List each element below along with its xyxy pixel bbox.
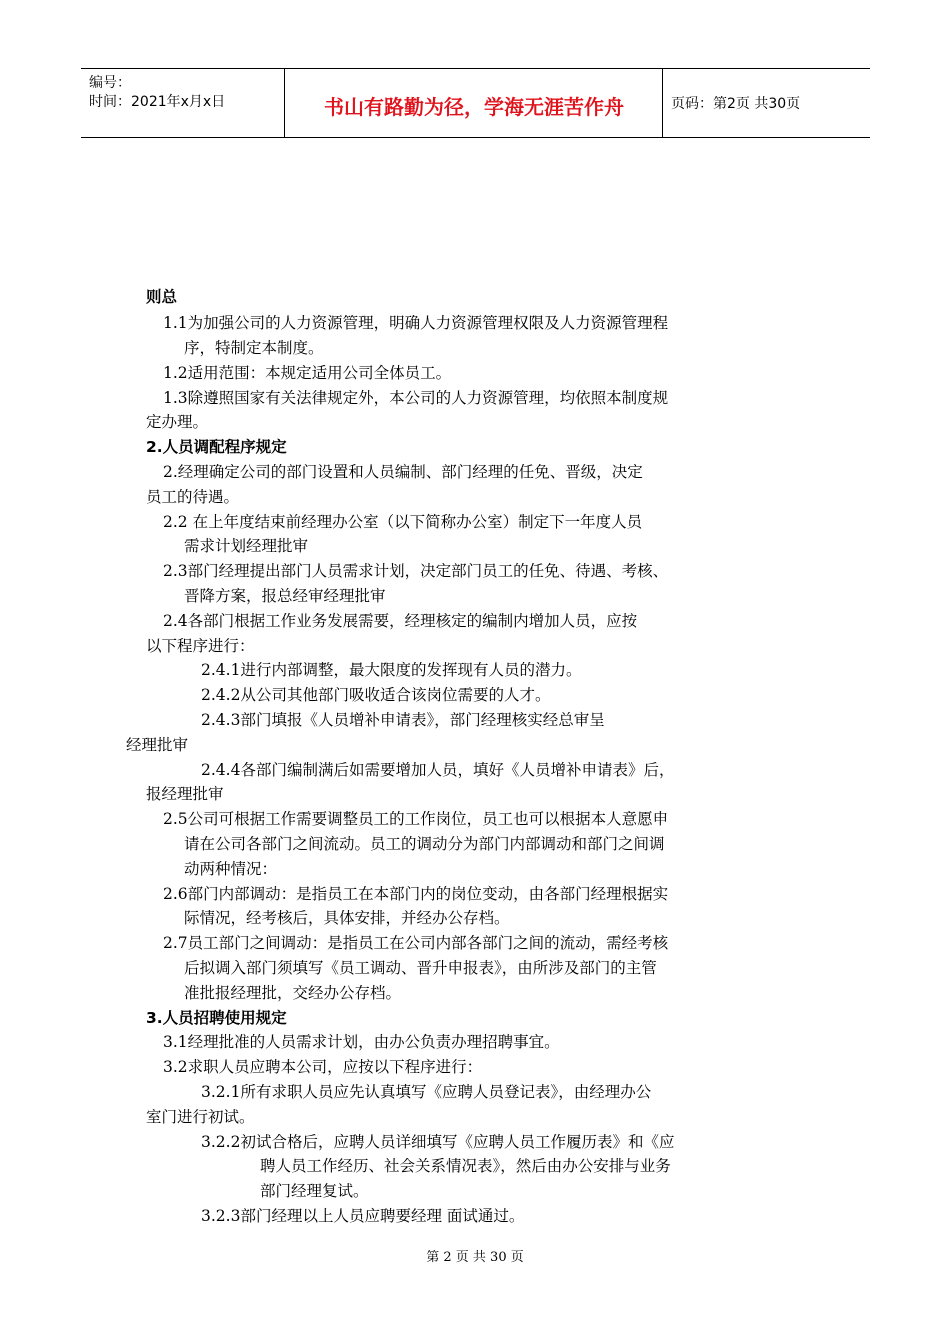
page-header: [81, 68, 870, 138]
header-motto: 书山有路勤为径，学海无涯苦作舟: [324, 95, 624, 119]
body-line: 2.5公司可根据工作需要调整员工的工作岗位，员工也可以根据本人意愿申: [163, 810, 669, 828]
document-date: 时间：2021年x月x日: [89, 94, 226, 110]
body-line: 需求计划经理批审: [184, 537, 309, 555]
body-line: 3.2求职人员应聘本公司，应按以下程序进行：: [163, 1058, 483, 1076]
body-line: 3.1经理批准的人员需求计划，由办公负责办理招聘事宜。: [163, 1033, 560, 1051]
header-divider-right: [662, 69, 663, 137]
body-line: 2.3部门经理提出部门人员需求计划，决定部门员工的任免、待遇、考核、: [163, 562, 669, 580]
body-line: 2.7员工部门之间调动：是指员工在公司内部各部门之间的流动，需经考核: [163, 934, 669, 952]
body-line: 1.2适用范围：本规定适用公司全体员工。: [163, 364, 452, 382]
document-number-label: 编号：: [89, 75, 131, 91]
body-line: 后拟调入部门须填写《员工调动、晋升申报表》，由所涉及部门的主管: [184, 959, 657, 977]
body-line: 报经理批审: [146, 785, 224, 803]
body-line: 3.2.1所有求职人员应先认真填写《应聘人员登记表》，由经理办公: [201, 1083, 652, 1101]
body-line: 3.2.3部门经理以上人员应聘要经理 面试通过。: [201, 1207, 525, 1225]
body-line: 2.4.1进行内部调整，最大限度的发挥现有人员的潜力。: [201, 661, 582, 679]
body-line: 3.2.2初试合格后，应聘人员详细填写《应聘人员工作履历表》和《应: [201, 1133, 675, 1151]
body-line: 定办理。: [146, 413, 209, 431]
header-meta: [89, 74, 225, 112]
header-page-info: 页码：第2页 共30页: [671, 96, 801, 112]
body-line: 际情况，经考核后，具体安排，并经办公存档。: [184, 909, 510, 927]
body-line: 请在公司各部门之间流动。员工的调动分为部门内部调动和部门之间调: [184, 835, 665, 853]
body-line: 1.1为加强公司的人力资源管理，明确人力资源管理权限及人力资源管理程: [163, 314, 669, 332]
page-footer: 第 2 页 共 30 页: [426, 1250, 524, 1265]
body-line: 2.6部门内部调动：是指员工在本部门内的岗位变动，由各部门经理根据实: [163, 885, 669, 903]
body-line: 2.2 在上年度结束前经理办公室（以下简称办公室）制定下一年度人员: [163, 513, 643, 531]
body-line: 动两种情况：: [184, 860, 278, 878]
section-heading: 则总: [146, 288, 178, 306]
body-line: 序，特制定本制度。: [184, 339, 324, 357]
body-line: 聘人员工作经历、社会关系情况表》，然后由办公安排与业务: [260, 1157, 671, 1175]
body-line: 2.4.4各部门编制满后如需要增加人员，填好《人员增补申请表》后，: [201, 761, 675, 779]
body-line: 2.4.3部门填报《人员增补申请表》，部门经理核实经总审呈: [201, 711, 605, 729]
body-line: 晋降方案，报总经审经理批审: [184, 587, 386, 605]
body-line: 准批报经理批，交经办公存档。: [184, 984, 402, 1002]
body-line: 室门进行初试。: [146, 1108, 255, 1126]
body-line: 2.经理确定公司的部门设置和人员编制、部门经理的任免、晋级，决定: [163, 463, 643, 481]
body-line: 以下程序进行：: [146, 637, 255, 655]
section-heading: 3.人员招聘使用规定: [146, 1009, 287, 1027]
body-line: 1.3除遵照国家有关法律规定外，本公司的人力资源管理，均依照本制度规: [163, 389, 669, 407]
body-line: 员工的待遇。: [146, 488, 240, 506]
body-line: 部门经理复试。: [260, 1182, 369, 1200]
body-line: 经理批审: [126, 736, 189, 754]
body-line: 2.4.2从公司其他部门吸收适合该岗位需要的人才。: [201, 686, 551, 704]
section-heading: 2.人员调配程序规定: [146, 438, 287, 456]
body-line: 2.4各部门根据工作业务发展需要，经理核定的编制内增加人员，应按: [163, 612, 638, 630]
